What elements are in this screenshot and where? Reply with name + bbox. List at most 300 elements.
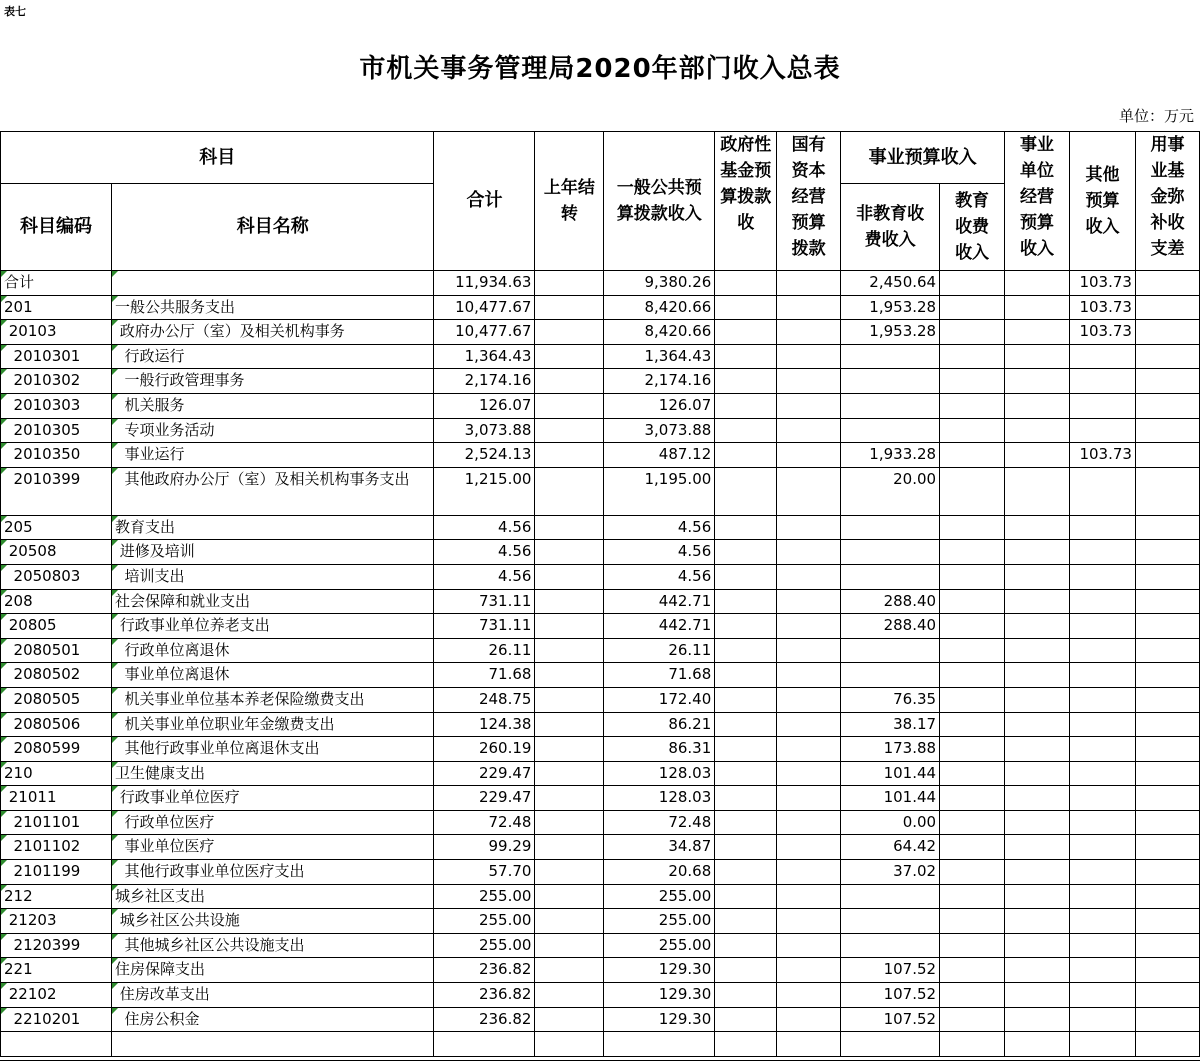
empty-cell [535,663,604,688]
empty-cell [1005,737,1070,762]
empty-cell [1005,786,1070,811]
non-edu-cell [841,663,940,688]
other-cell [1069,663,1135,688]
empty-cell [940,564,1005,589]
empty-cell [1135,958,1199,983]
subject-code-cell: 201 [1,295,112,320]
subject-code-cell: 2010350 [1,443,112,468]
subject-name-cell: 教育支出 [111,515,434,540]
empty-cell [1005,860,1070,885]
empty-cell [715,515,777,540]
empty-cell [535,589,604,614]
header-other: 其他预算收入 [1069,132,1135,271]
subject-code-cell: 2101101 [1,810,112,835]
total-cell: 126.07 [434,393,535,418]
empty-cell [1135,737,1199,762]
empty-cell [535,810,604,835]
empty-cell [1005,271,1070,296]
table-row [1,737,1200,762]
empty-cell [535,564,604,589]
table-row [1,983,1200,1008]
other-cell [1069,835,1135,860]
empty-cell [535,369,604,394]
empty-cell [777,958,841,983]
general-cell: 255.00 [604,884,715,909]
subject-name-cell: 行政事业单位养老支出 [111,614,434,639]
header-prev: 上年结转 [535,132,604,271]
subject-code-cell: 2101199 [1,860,112,885]
general-cell: 128.03 [604,786,715,811]
empty-cell [777,467,841,515]
empty-cell [940,369,1005,394]
table-row [1,958,1200,983]
empty-cell [1135,761,1199,786]
total-cell: 731.11 [434,589,535,614]
total-cell: 236.82 [434,983,535,1008]
subject-code-cell: 20805 [1,614,112,639]
total-cell: 255.00 [434,933,535,958]
table-row [1,638,1200,663]
empty-cell [434,1032,535,1057]
total-cell: 124.38 [434,712,535,737]
empty-cell [1135,295,1199,320]
subject-code-cell: 2080506 [1,712,112,737]
empty-cell [1005,687,1070,712]
empty-cell [535,1007,604,1032]
empty-cell [715,712,777,737]
subject-name-cell: 机关事业单位基本养老保险缴费支出 [111,687,434,712]
empty-cell [535,933,604,958]
table-row [1,540,1200,565]
empty-cell [777,761,841,786]
empty-cell [1005,663,1070,688]
subject-code-cell: 21011 [1,786,112,811]
empty-cell [715,344,777,369]
empty-cell [1135,418,1199,443]
empty-cell [777,786,841,811]
empty-cell [1005,443,1070,468]
empty-cell [715,271,777,296]
subject-code-cell: 22102 [1,983,112,1008]
non-edu-cell: 76.35 [841,687,940,712]
header-total: 合计 [434,132,535,271]
empty-cell [1005,393,1070,418]
empty-cell [940,1032,1005,1057]
other-cell [1069,860,1135,885]
empty-cell [715,983,777,1008]
total-cell: 229.47 [434,786,535,811]
empty-cell [715,958,777,983]
empty-cell [1005,958,1070,983]
non-edu-cell: 288.40 [841,589,940,614]
subject-name-cell: 住房公积金 [111,1007,434,1032]
other-cell: 103.73 [1069,295,1135,320]
empty-cell [604,1032,715,1057]
empty-cell [715,1007,777,1032]
subject-code-cell: 2010399 [1,467,112,515]
subject-code-cell: 2010302 [1,369,112,394]
subject-name-cell: 卫生健康支出 [111,761,434,786]
total-cell: 2,174.16 [434,369,535,394]
empty-cell [940,737,1005,762]
table-row [1,564,1200,589]
general-cell: 255.00 [604,909,715,934]
subject-name-cell: 行政单位离退休 [111,638,434,663]
other-cell [1069,393,1135,418]
empty-cell [535,687,604,712]
empty-cell [1005,467,1070,515]
non-edu-cell: 2,450.64 [841,271,940,296]
general-cell: 71.68 [604,663,715,688]
table-row [1,515,1200,540]
table-row [1,860,1200,885]
total-cell: 255.00 [434,884,535,909]
empty-cell [535,443,604,468]
empty-cell [535,1032,604,1057]
total-cell: 1,364.43 [434,344,535,369]
empty-cell [1005,515,1070,540]
non-edu-cell: 1,953.28 [841,320,940,345]
total-cell: 71.68 [434,663,535,688]
empty-cell [940,614,1005,639]
table-row [1,835,1200,860]
empty-cell [1005,712,1070,737]
empty-cell [1135,271,1199,296]
subject-name-cell: 其他行政事业单位离退休支出 [111,737,434,762]
empty-cell [715,786,777,811]
empty-cell [535,295,604,320]
unit-label: 单位：万元 [1118,107,1194,125]
non-edu-cell [841,369,940,394]
empty-cell [535,614,604,639]
other-cell [1069,418,1135,443]
total-cell: 11,934.63 [434,271,535,296]
empty-cell [535,418,604,443]
empty-cell [940,712,1005,737]
general-cell: 442.71 [604,614,715,639]
empty-cell [1005,761,1070,786]
general-cell: 86.31 [604,737,715,762]
empty-cell [535,737,604,762]
empty-cell [1135,810,1199,835]
empty-cell [715,540,777,565]
empty-cell [111,1032,434,1057]
table-row [1,810,1200,835]
empty-cell [777,443,841,468]
table-row [1,786,1200,811]
empty-cell [535,393,604,418]
general-cell: 1,195.00 [604,467,715,515]
empty-cell [940,860,1005,885]
general-cell: 442.71 [604,589,715,614]
empty-cell [940,835,1005,860]
empty-cell [715,884,777,909]
non-edu-cell [841,418,940,443]
table-row [1,663,1200,688]
empty-cell [940,810,1005,835]
empty-cell [715,589,777,614]
non-edu-cell [841,515,940,540]
other-cell [1069,933,1135,958]
subject-name-cell: 城乡社区公共设施 [111,909,434,934]
table-row [1,884,1200,909]
empty-cell [1135,614,1199,639]
empty-cell [1005,884,1070,909]
subject-name-cell: 城乡社区支出 [111,884,434,909]
table-row [1,467,1200,515]
empty-cell [715,933,777,958]
empty-cell [535,712,604,737]
subject-name-cell [111,271,434,296]
subject-code-cell: 21203 [1,909,112,934]
empty-cell [1005,418,1070,443]
empty-cell [535,638,604,663]
empty-cell [777,835,841,860]
empty-cell [715,909,777,934]
empty-cell [715,737,777,762]
subject-code-cell: 2010301 [1,344,112,369]
subject-name-cell: 机关事业单位职业年金缴费支出 [111,712,434,737]
total-cell: 10,477.67 [434,320,535,345]
general-cell: 9,380.26 [604,271,715,296]
subject-code-cell: 20508 [1,540,112,565]
empty-cell [1135,1032,1199,1057]
other-cell [1069,761,1135,786]
empty-cell [1005,614,1070,639]
total-cell: 1,215.00 [434,467,535,515]
subject-name-cell: 专项业务活动 [111,418,434,443]
subject-code-cell: 20103 [1,320,112,345]
header-name: 科目名称 [111,184,434,271]
empty-cell [1135,369,1199,394]
subject-code-cell: 2080599 [1,737,112,762]
table-row [1,1007,1200,1032]
other-cell [1069,909,1135,934]
empty-cell [1005,540,1070,565]
general-cell: 34.87 [604,835,715,860]
subject-name-cell: 行政单位医疗 [111,810,434,835]
empty-cell [940,1007,1005,1032]
subject-name-cell: 政府办公厅（室）及相关机构事务 [111,320,434,345]
general-cell: 128.03 [604,761,715,786]
empty-cell [715,443,777,468]
subject-code-cell: 212 [1,884,112,909]
bottom-border [0,1060,1200,1061]
general-cell: 129.30 [604,1007,715,1032]
general-cell: 2,174.16 [604,369,715,394]
general-cell: 1,364.43 [604,344,715,369]
non-edu-cell: 107.52 [841,958,940,983]
non-edu-cell [841,344,940,369]
other-cell: 103.73 [1069,443,1135,468]
empty-cell [1135,467,1199,515]
empty-cell [715,1032,777,1057]
total-cell: 229.47 [434,761,535,786]
header-code: 科目编码 [1,184,112,271]
subject-name-cell: 其他政府办公厅（室）及相关机构事务支出 [111,467,434,515]
total-cell: 10,477.67 [434,295,535,320]
general-cell: 8,420.66 [604,295,715,320]
empty-cell [777,320,841,345]
empty-cell [535,835,604,860]
empty-cell [1135,884,1199,909]
empty-cell [777,369,841,394]
empty-cell [535,320,604,345]
other-cell [1069,638,1135,663]
non-edu-cell: 173.88 [841,737,940,762]
total-cell: 255.00 [434,909,535,934]
empty-cell [777,418,841,443]
other-cell [1069,712,1135,737]
empty-cell [715,761,777,786]
table-row [1,909,1200,934]
total-cell: 236.82 [434,1007,535,1032]
empty-cell [1135,589,1199,614]
general-cell: 4.56 [604,564,715,589]
other-cell: 103.73 [1069,271,1135,296]
general-cell: 126.07 [604,393,715,418]
empty-cell [1005,564,1070,589]
general-cell: 255.00 [604,933,715,958]
empty-cell [715,369,777,394]
non-edu-cell: 37.02 [841,860,940,885]
non-edu-cell: 101.44 [841,761,940,786]
total-cell: 3,073.88 [434,418,535,443]
empty-cell [940,271,1005,296]
empty-cell [1005,835,1070,860]
other-cell [1069,540,1135,565]
empty-cell [535,909,604,934]
empty-row [1,1032,1200,1057]
empty-cell [535,786,604,811]
empty-cell [940,295,1005,320]
other-cell: 103.73 [1069,320,1135,345]
empty-cell [1005,638,1070,663]
total-cell: 57.70 [434,860,535,885]
empty-cell [940,589,1005,614]
empty-cell [1005,320,1070,345]
subject-code-cell: 2210201 [1,1007,112,1032]
empty-cell [940,638,1005,663]
table-row [1,393,1200,418]
total-cell: 4.56 [434,540,535,565]
non-edu-cell: 107.52 [841,983,940,1008]
other-cell [1069,884,1135,909]
empty-cell [940,884,1005,909]
empty-cell [1135,443,1199,468]
empty-cell [940,467,1005,515]
empty-cell [777,589,841,614]
other-cell [1069,564,1135,589]
empty-cell [777,860,841,885]
subject-name-cell: 行政事业单位医疗 [111,786,434,811]
subject-code-cell: 2080501 [1,638,112,663]
general-cell: 72.48 [604,810,715,835]
other-cell [1069,614,1135,639]
total-cell: 260.19 [434,737,535,762]
empty-cell [1135,393,1199,418]
other-cell [1069,369,1135,394]
empty-cell [715,418,777,443]
subject-code-cell: 2010303 [1,393,112,418]
non-edu-cell [841,909,940,934]
other-cell [1069,467,1135,515]
empty-cell [777,884,841,909]
subject-name-cell: 住房保障支出 [111,958,434,983]
empty-cell [535,467,604,515]
subject-name-cell: 一般公共服务支出 [111,295,434,320]
general-cell: 129.30 [604,983,715,1008]
general-cell: 172.40 [604,687,715,712]
empty-cell [777,393,841,418]
header-subject: 科目 [1,132,434,184]
empty-cell [777,515,841,540]
subject-name-cell: 事业运行 [111,443,434,468]
subject-name-cell: 进修及培训 [111,540,434,565]
non-edu-cell [841,884,940,909]
income-table [0,131,1200,1057]
subject-name-cell: 其他城乡社区公共设施支出 [111,933,434,958]
empty-cell [715,638,777,663]
empty-cell [1135,540,1199,565]
subject-name-cell: 培训支出 [111,564,434,589]
subject-code-cell: 221 [1,958,112,983]
general-cell: 3,073.88 [604,418,715,443]
empty-cell [1005,369,1070,394]
empty-cell [777,1007,841,1032]
empty-cell [715,810,777,835]
general-cell: 4.56 [604,540,715,565]
empty-cell [535,540,604,565]
subject-code-cell: 合计 [1,271,112,296]
subject-name-cell: 社会保障和就业支出 [111,589,434,614]
subject-name-cell: 其他行政事业单位医疗支出 [111,860,434,885]
empty-cell [1135,835,1199,860]
empty-cell [535,344,604,369]
empty-cell [1,1032,112,1057]
non-edu-cell [841,933,940,958]
empty-cell [1135,860,1199,885]
header-edu: 教育收费收入 [940,184,1005,271]
subject-code-cell: 2120399 [1,933,112,958]
empty-cell [777,909,841,934]
table-row [1,443,1200,468]
total-cell: 99.29 [434,835,535,860]
empty-cell [535,958,604,983]
empty-cell [777,540,841,565]
empty-cell [1005,983,1070,1008]
general-cell: 129.30 [604,958,715,983]
empty-cell [1005,810,1070,835]
general-cell: 26.11 [604,638,715,663]
empty-cell [940,320,1005,345]
header-state-capital: 国有资本经营预算拨款 [777,132,841,271]
subject-code-cell: 2050803 [1,564,112,589]
empty-cell [1135,909,1199,934]
empty-cell [1135,320,1199,345]
empty-cell [1135,712,1199,737]
empty-cell [777,663,841,688]
empty-cell [841,1032,940,1057]
header-gov-fund: 政府性基金预算拨款收 [715,132,777,271]
non-edu-cell [841,540,940,565]
general-cell: 20.68 [604,860,715,885]
non-edu-cell [841,393,940,418]
empty-cell [940,663,1005,688]
empty-cell [535,860,604,885]
total-cell: 4.56 [434,564,535,589]
table-row [1,271,1200,296]
